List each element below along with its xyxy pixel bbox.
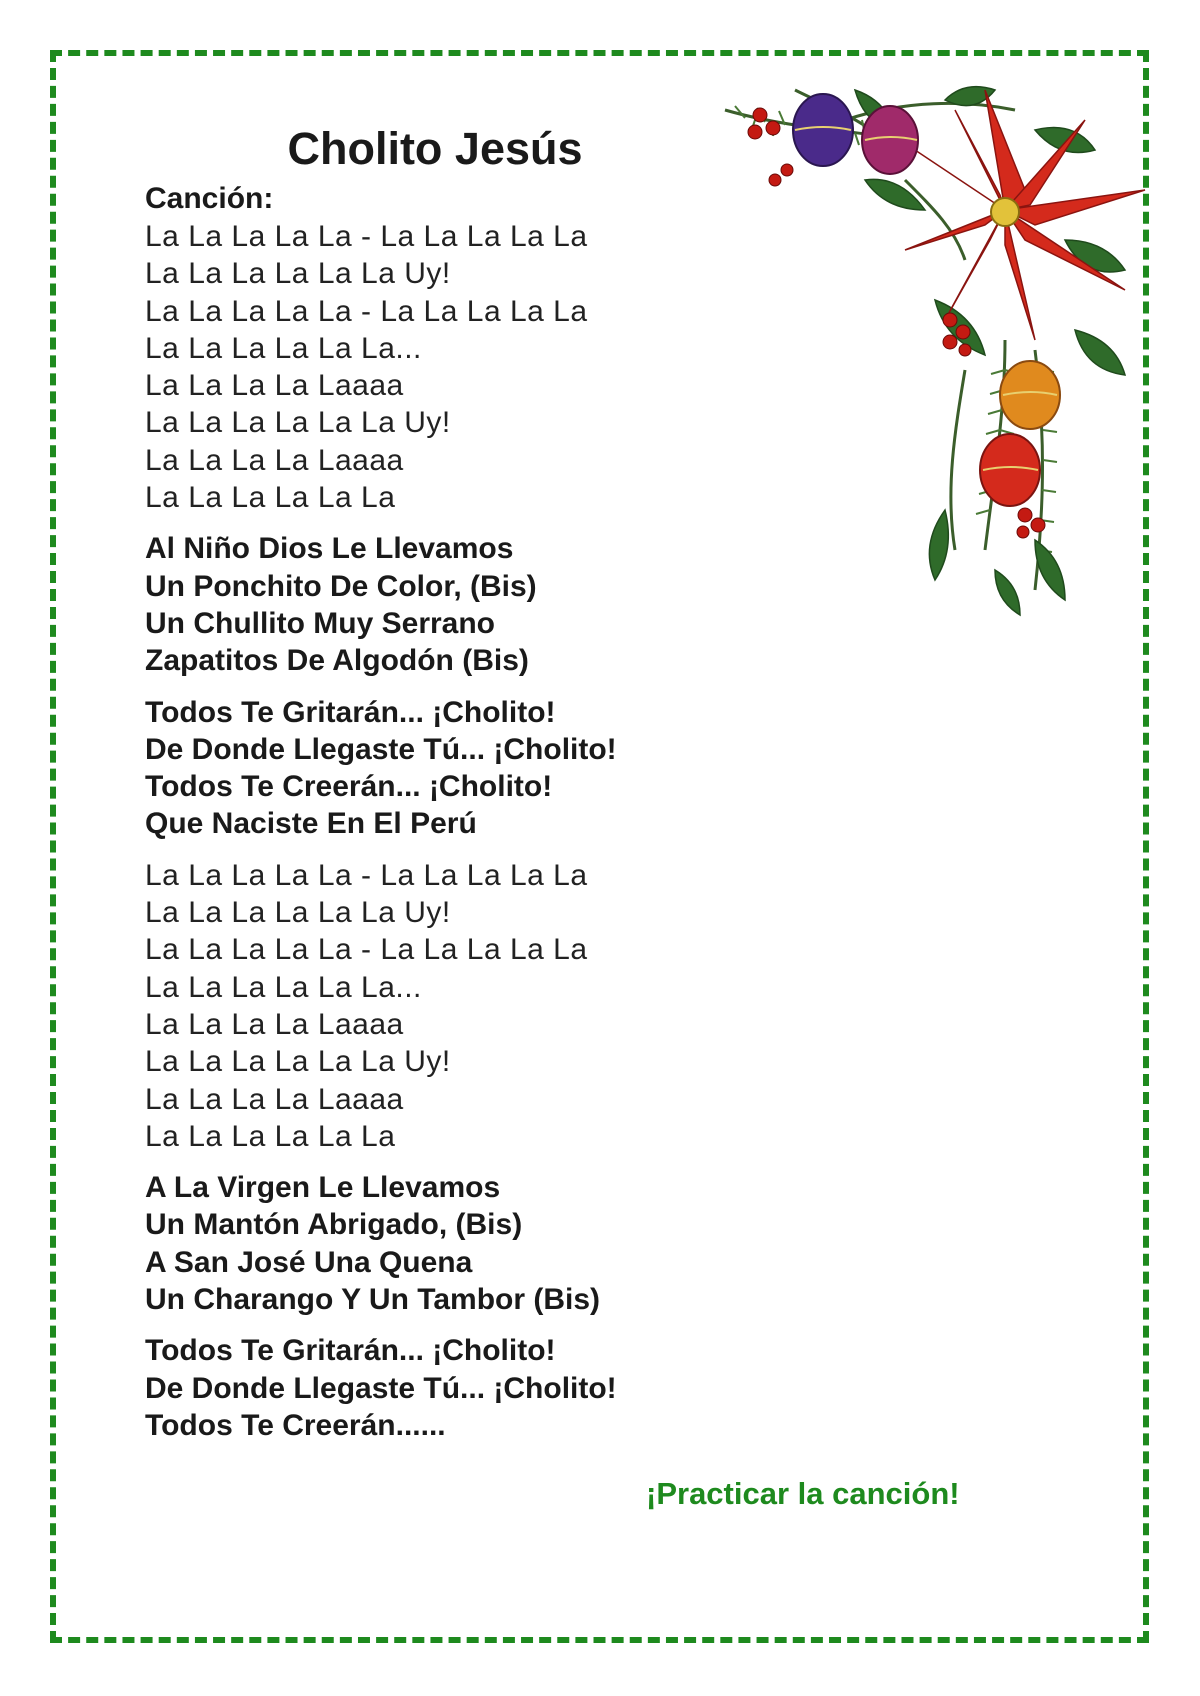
verse-line: De Donde Llegaste Tú... ¡Cholito! xyxy=(145,1371,617,1405)
verse-line: A San José Una Quena xyxy=(145,1245,473,1279)
verse-line: La La La La La La Uy! xyxy=(145,257,451,291)
verse-line: La La La La La La Uy! xyxy=(145,896,451,930)
verse-line: Todos Te Gritarán... ¡Cholito! xyxy=(145,1334,556,1368)
verse-line: A La Virgen Le Llevamos xyxy=(145,1171,501,1205)
verse-line: La La La La Laaaa xyxy=(145,369,404,403)
verse-line: Un Ponchito De Color, (Bis) xyxy=(145,569,537,603)
verse-line: La La La La La La Uy! xyxy=(145,406,451,440)
verse-line: Un Mantón Abrigado, (Bis) xyxy=(145,1208,523,1242)
verse-block xyxy=(145,530,865,679)
verse-block xyxy=(145,857,865,1155)
verse-line: Un Chullito Muy Serrano xyxy=(145,606,496,640)
verse-line: La La La La Laaaa xyxy=(145,443,404,477)
verse-block xyxy=(145,1332,865,1444)
verse-line: La La La La Laaaa xyxy=(145,1007,404,1041)
verse-line: Todos Te Creerán...... xyxy=(145,1408,446,1442)
verse-line: Zapatitos De Algodón (Bis) xyxy=(145,644,529,678)
song-subtitle: Canción: xyxy=(145,182,274,215)
verse-line: Que Naciste En El Perú xyxy=(145,807,477,841)
verse-line: La La La La La La xyxy=(145,481,396,515)
verse-block xyxy=(145,218,865,516)
practice-note: ¡Practicar la canción! xyxy=(646,1476,960,1511)
verse-line: La La La La Laaaa xyxy=(145,1082,404,1116)
verse-block xyxy=(145,1169,865,1318)
verse-line: La La La La La La... xyxy=(145,970,422,1004)
verse-line: La La La La La La... xyxy=(145,331,422,365)
verse-line: La La La La La La xyxy=(145,1119,396,1153)
verse-line: Un Charango Y Un Tambor (Bis) xyxy=(145,1283,601,1317)
verse-line: La La La La La La Uy! xyxy=(145,1045,451,1079)
song-content xyxy=(145,120,865,1458)
verse-line: De Donde Llegaste Tú... ¡Cholito! xyxy=(145,732,617,766)
verses xyxy=(145,218,865,1444)
verse-block xyxy=(145,694,865,843)
verse-line: La La La La La - La La La La La xyxy=(145,858,588,892)
verse-line: Todos Te Gritarán... ¡Cholito! xyxy=(145,695,556,729)
verse-line: La La La La La - La La La La La xyxy=(145,294,588,328)
verse-line: La La La La La - La La La La La xyxy=(145,933,588,967)
song-title: Cholito Jesús xyxy=(287,123,583,174)
verse-line: Al Niño Dios Le Llevamos xyxy=(145,532,514,566)
verse-line: Todos Te Creerán... ¡Cholito! xyxy=(145,770,553,804)
verse-line: La La La La La - La La La La La xyxy=(145,220,588,253)
